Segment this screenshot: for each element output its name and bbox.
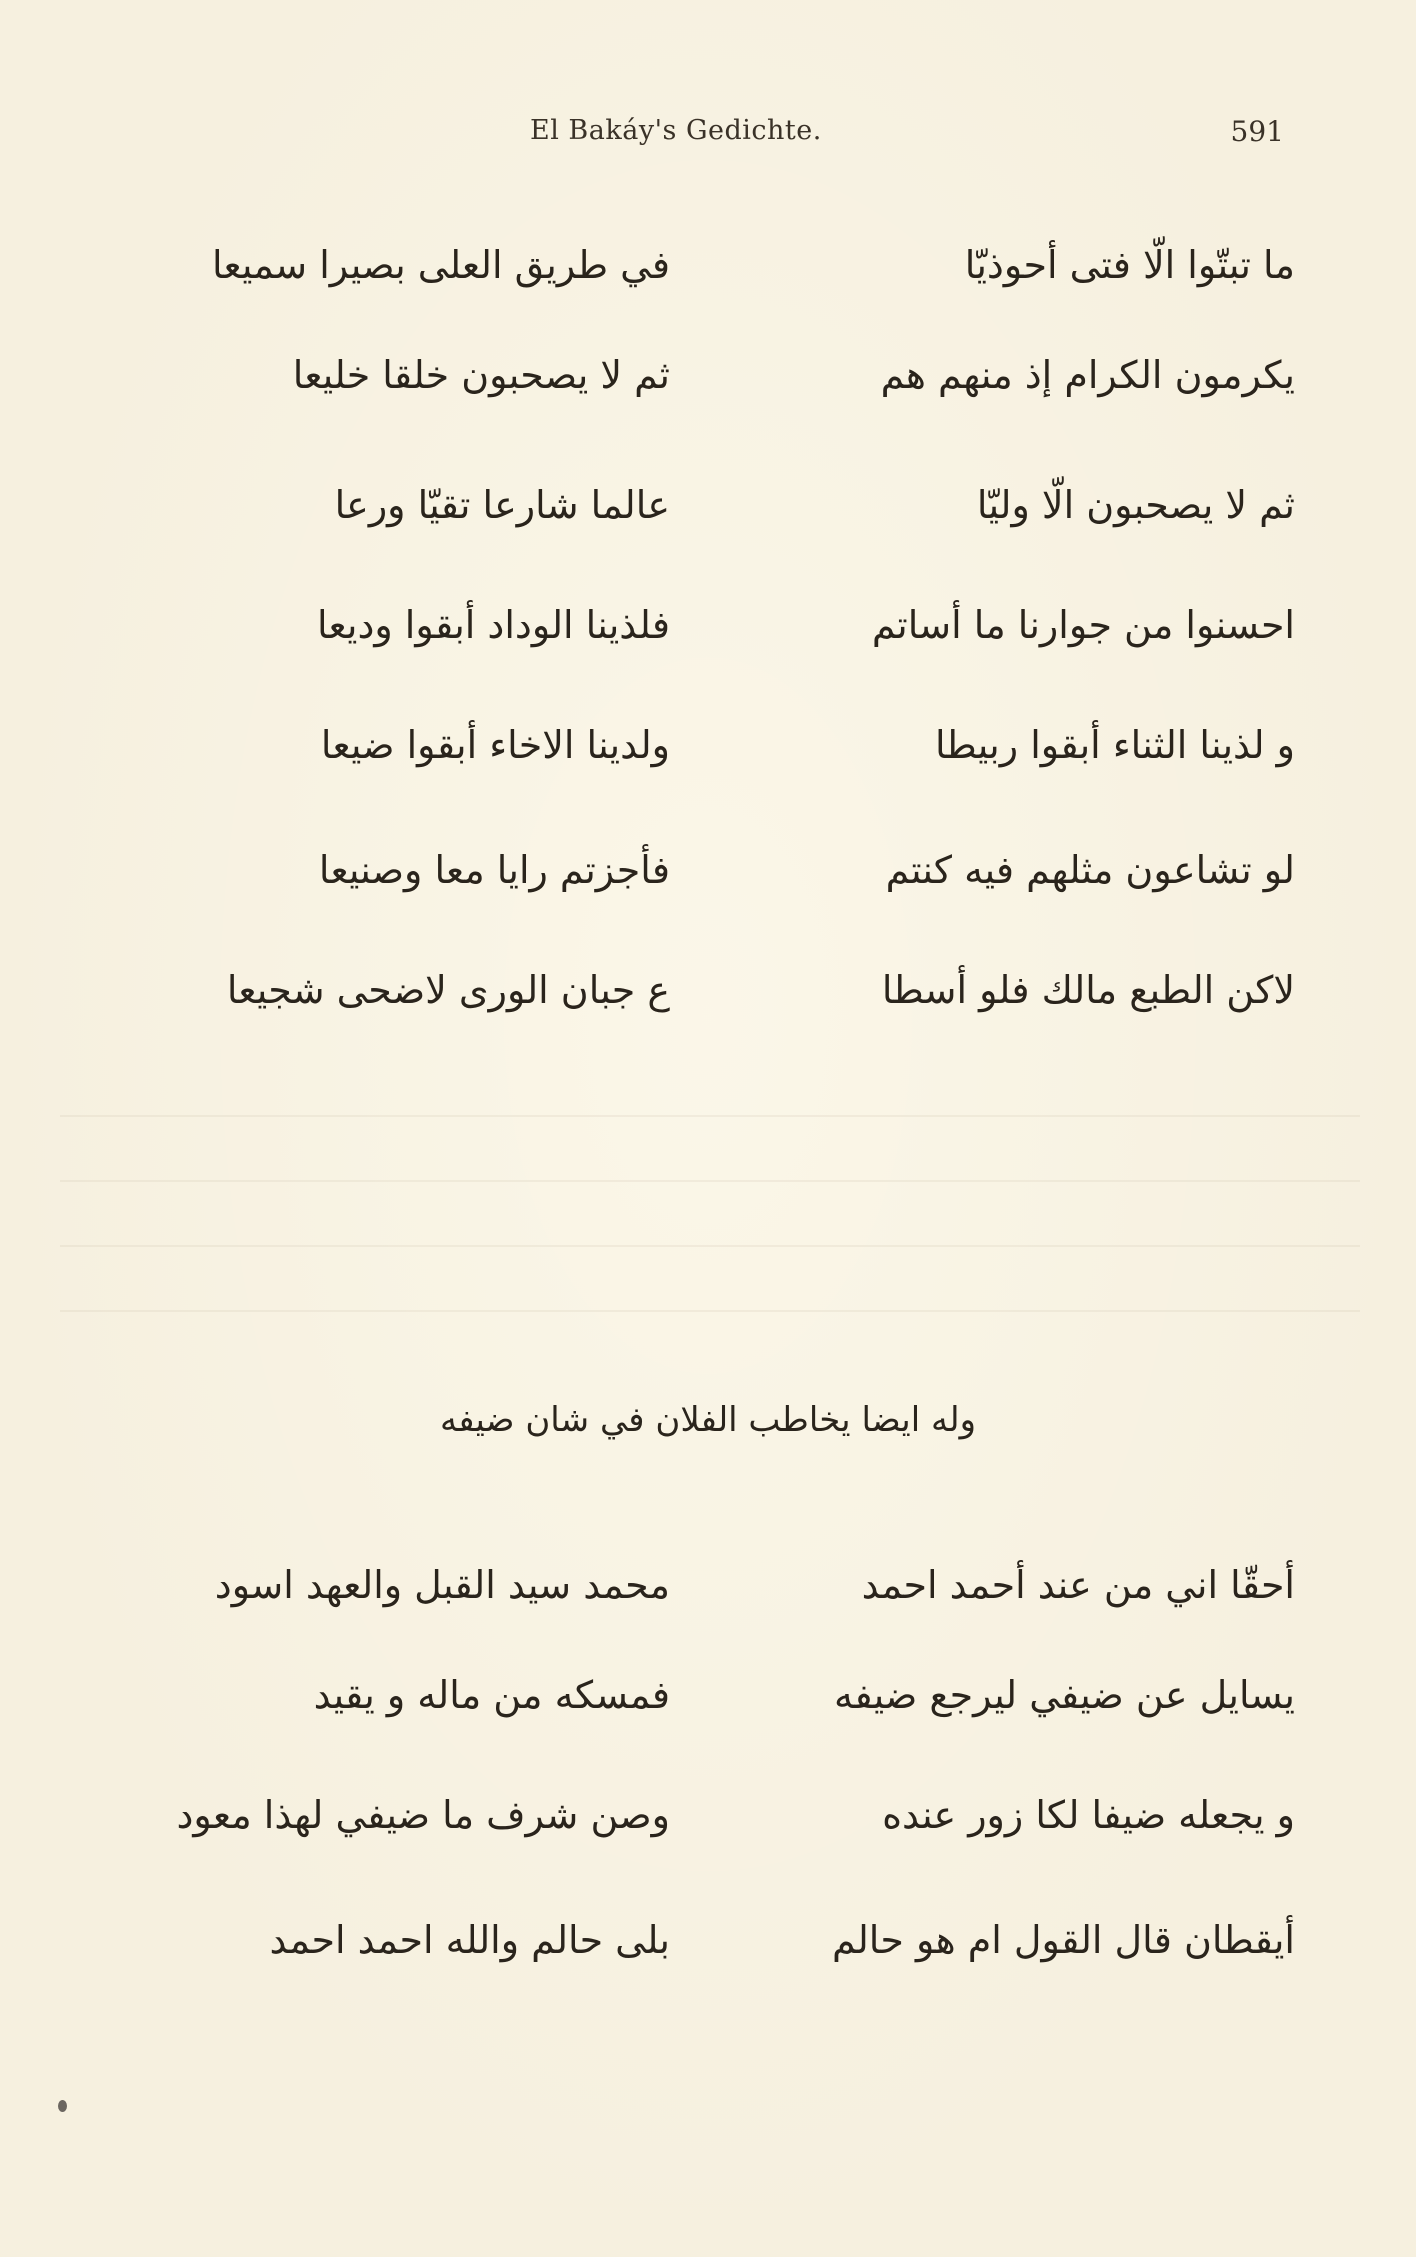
poem-line (100, 1785, 1295, 1845)
poem-line (100, 840, 1295, 900)
hemistich-first: أيقطان قال القول ام هو حالم (831, 1918, 1295, 1962)
hemistich-first: و يجعله ضيفا لكا زور عنده (882, 1793, 1295, 1837)
hemistich-second: فلذينا الوداد أبقوا وديعا (316, 603, 670, 647)
hemistich-second: في طريق العلى بصيرا سميعا (211, 243, 670, 287)
poem-line (100, 235, 1295, 295)
show-through (60, 1180, 1360, 1182)
poem-line (100, 345, 1295, 405)
hemistich-second: بلى حالم والله احمد احمد (269, 1918, 670, 1962)
hemistich-first: أحقّا اني من عند أحمد احمد (861, 1563, 1295, 1607)
hemistich-first: ثم لا يصحبون الّا وليّا (976, 483, 1295, 527)
poem-line (100, 960, 1295, 1020)
hemistich-first: احسنوا من جوارنا ما أساتم (871, 603, 1295, 647)
ink-spot (58, 2100, 67, 2112)
hemistich-first: و لذينا الثناء أبقوا ربيطا (934, 723, 1295, 767)
poem-line (100, 475, 1295, 535)
show-through (60, 1115, 1360, 1117)
section-heading: وله ايضا يخاطب الفلان في شان ضيفه (439, 1400, 977, 1440)
hemistich-second: عالما شارعا تقيّا ورعا (334, 483, 670, 527)
hemistich-first: لاكن الطبع مالك فلو أسطا (881, 968, 1295, 1012)
hemistich-second: فأجزتم رايا معا وصنيعا (318, 848, 670, 892)
running-title: El Bakáy's Gedichte. (530, 115, 822, 146)
poem-line (100, 1555, 1295, 1615)
poem-line (100, 715, 1295, 775)
hemistich-first: لو تشاعون مثلهم فيه كنتم (885, 848, 1295, 892)
hemistich-second: محمد سيد القبل والعهد اسود (214, 1563, 670, 1607)
hemistich-first: يسايل عن ضيفي ليرجع ضيفه (833, 1673, 1295, 1717)
page-number: 591 (1230, 115, 1284, 148)
hemistich-second: ع جبان الورى لاضحى شجيعا (226, 968, 670, 1012)
poem-line (100, 1910, 1295, 1970)
hemistich-first: يكرمون الكرام إذ منهم هم (880, 353, 1295, 397)
hemistich-first: ما تبتّوا الّا فتى أحوذيّا (964, 243, 1295, 287)
hemistich-second: ثم لا يصحبون خلقا خليعا (292, 353, 670, 397)
page-header (0, 115, 1416, 155)
show-through (60, 1245, 1360, 1247)
poem-line (100, 1665, 1295, 1725)
hemistich-second: ولدينا الاخاء أبقوا ضيعا (320, 723, 670, 767)
hemistich-second: فمسكه من ماله و يقيد (313, 1673, 670, 1717)
show-through (60, 1310, 1360, 1312)
hemistich-second: وصن شرف ما ضيفي لهذا معود (176, 1793, 670, 1837)
poem-line (100, 595, 1295, 655)
